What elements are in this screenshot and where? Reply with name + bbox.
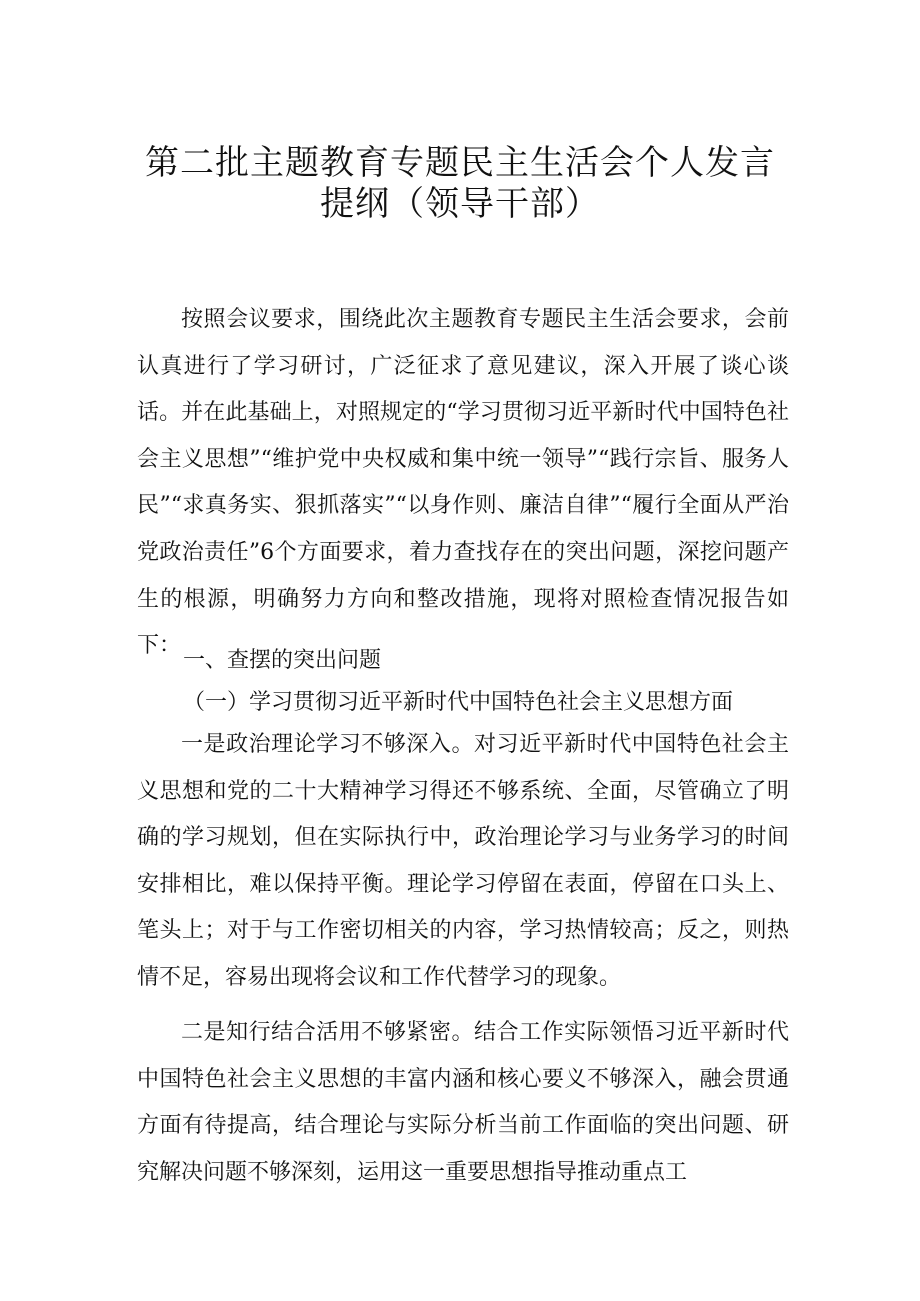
section-heading: 一、查摆的突出问题 bbox=[183, 648, 382, 673]
document-title-line1: 第二批主题教育专题民主生活会个人发言 bbox=[145, 143, 775, 183]
subsection-heading: （一）学习贯彻习近平新时代中国特色社会主义思想方面 bbox=[183, 690, 734, 715]
body-paragraph-1: 一是政治理论学习不够深入。对习近平新时代中国特色社会主义思想和党的二十大精神学习得还不够系统、全面，尽管确立了明确的学习规划，但在实际执行中，政治理论学习与业务学习的时间安排相比，难以保持平衡。理论学习停留在表面，停留在口头上、笔头上；对于与工作密切相关的内容，学习热情较高；反之，则热情不足，容易出现将会议和工作代替学习的现象。 bbox=[137, 732, 789, 990]
body-paragraph-2: 二是知行结合活用不够紧密。结合工作实际领悟习近平新时代中国特色社会主义思想的丰富内涵和核心要义不够深入，融会贯通方面有待提高，结合理论与实际分析当前工作面临的突出问题、研究解决问题不够深刻，运用这一重要思想指导推动重点工 bbox=[137, 1020, 789, 1185]
intro-paragraph: 按照会议要求，围绕此次主题教育专题民主生活会要求，会前认真进行了学习研讨，广泛征求了意见建议，深入开展了谈心谈话。并在此基础上，对照规定的“学习贯彻习近平新时代中国特色社会主义思想”“维护党中央权威和集中统一领导”“践行宗旨、服务人民”“求真务实、狠抓落实”“以身作则、廉洁自律”“履行全面从严治党政治责任”6个方面要求，着力查找存在的突出问题，深挖问题产生的根源，明确努力方向和整改措施，现将对照检查情况报告如下： bbox=[137, 307, 789, 659]
document-title-line2: 提纲（领导干部） bbox=[320, 184, 600, 224]
